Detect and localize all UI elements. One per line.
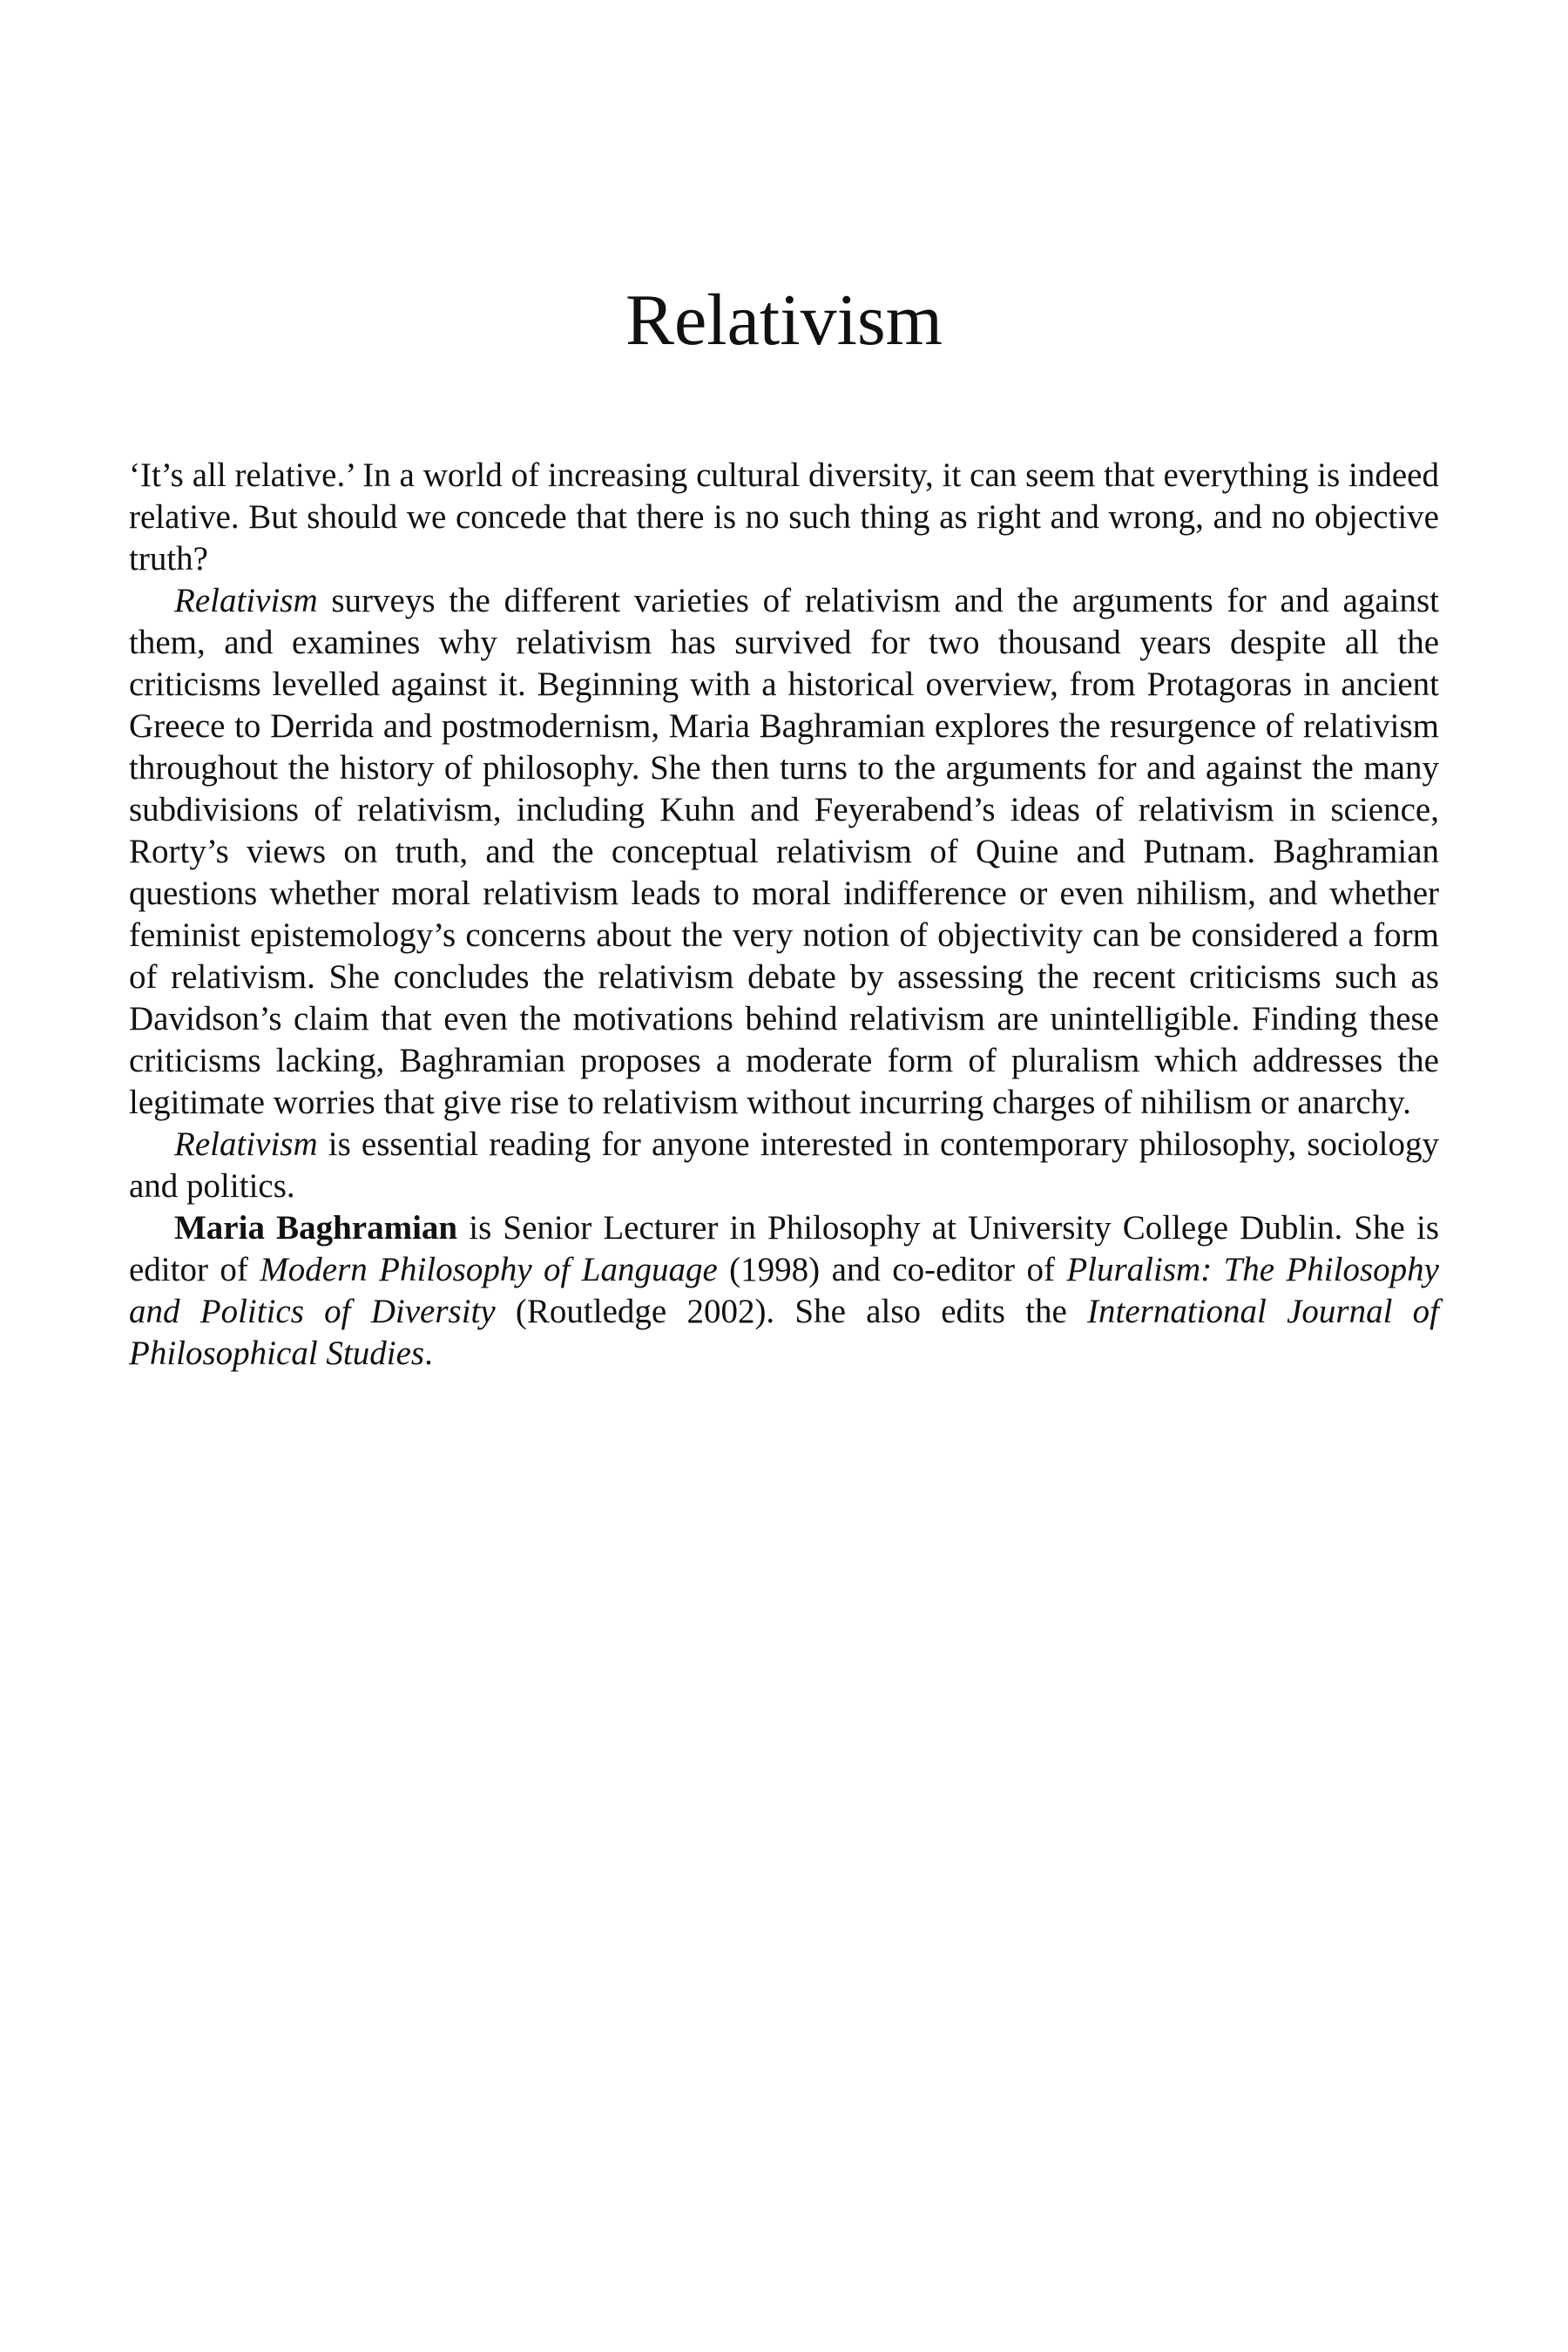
bio-text: (Routledge 2002). She also edits the [495, 1293, 1088, 1330]
bio-text: is Senior Lecturer in Philosophy at University College Dublin. She is editor of [129, 1209, 1440, 1288]
journal-title-italic: International Journal of Philosophical Studies [129, 1293, 1439, 1372]
author-name: Maria Baghramian [174, 1209, 458, 1247]
book-title-italic: Pluralism: The Philosophy and Politics of Diversity [129, 1251, 1439, 1330]
author-bio-paragraph [129, 1207, 1439, 1375]
bio-text: . [424, 1335, 433, 1372]
page-title: Relativism [625, 280, 943, 361]
blurb-text [129, 455, 1439, 1375]
book-title-italic: Modern Philosophy of Language [260, 1251, 718, 1288]
intro-paragraph: ‘It’s all relative.’ In a world of increasing cultural diversity, it can seem that everything is indeed relative. But should we concede that there is no such thing as right and wrong, and no objective truth? [129, 456, 1439, 578]
bio-text: (1998) and co-editor of [717, 1251, 1067, 1288]
book-title-italic: Relativism [174, 582, 318, 619]
audience-paragraph [129, 1124, 1439, 1207]
audience-text: is essential reading for anyone interested in contemporary philosophy, sociology and politics. [129, 1125, 1439, 1205]
summary-paragraph [129, 580, 1439, 1124]
book-title-italic: Relativism [174, 1125, 318, 1163]
summary-text: surveys the different varieties of relativism and the arguments for and against them, and examines why relativism has survived for two thousand years despite all the criticisms levelled against it. Beginning with a historical overview, from Protagoras in ancient Greece to Derrida and postmodernism, Maria Baghramian explores the resurgence of relativism throughout the history of philosophy. She then turns to the arguments for and against the many subdivisions of relativism, including Kuhn and Feyerabend’s ideas of relativism in science, Rorty’s views on truth, and the conceptual relativism of Quine and Putnam. Baghramian questions whether moral relativism leads to moral indifference or even nihilism, and whether feminist epistemology’s concerns about the very notion of objectivity can be considered a form of relativism. She concludes the relativism debate by assessing the recent criticisms such as Davidson’s claim that even the motivations behind relativism are unintelligible. Finding these criticisms lacking, Baghramian proposes a moderate form of pluralism which addresses the legitimate worries that give rise to relativism without incurring charges of nihilism or anarchy. [129, 582, 1439, 1121]
